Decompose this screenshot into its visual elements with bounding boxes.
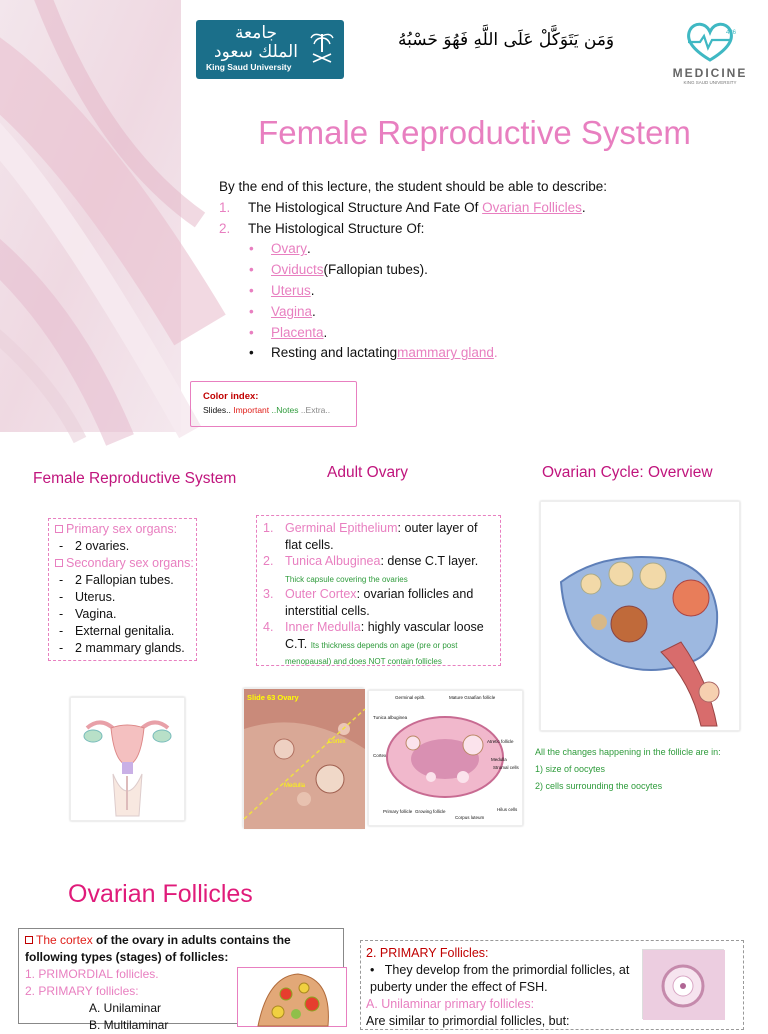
caption-point: 1) size of oocytes	[535, 764, 606, 774]
oviducts-link[interactable]: Oviducts	[271, 262, 324, 278]
uterus-diagram	[70, 697, 185, 821]
histo-label: Hilus cells	[497, 807, 518, 812]
medulla-label: Medulla	[284, 783, 306, 789]
mammary-gland-link[interactable]: mammary gland	[397, 345, 494, 361]
list-item-text: Uterus.	[75, 590, 116, 604]
objective-number: 2.	[219, 220, 231, 236]
follicle-type: 2. PRIMARY follicles:	[25, 984, 139, 998]
follicle-types-box	[18, 928, 344, 1032]
ovary-link[interactable]: Ovary	[271, 241, 308, 257]
list-item	[263, 520, 494, 553]
histo-label: Atretic follicle	[487, 739, 514, 744]
section-heading-ovarian-cycle: Ovarian Cycle: Overview	[542, 464, 713, 481]
secondary-label	[55, 555, 196, 572]
objective-number: 1.	[219, 199, 231, 215]
legend-important: Important	[230, 405, 270, 415]
histo-label: Primary follicle	[383, 809, 413, 814]
list-item: - 2 Fallopian tubes.	[59, 573, 174, 587]
note: Its thickness depends on age (pre or post menopausal) and does NOT contain follicles	[285, 640, 458, 666]
checkbox-square-icon	[55, 525, 63, 533]
slide-label: Slide 63 Ovary	[247, 693, 299, 702]
vagina-link[interactable]: Vagina	[271, 303, 313, 319]
bullet: •	[249, 324, 254, 340]
objective-sub-item	[219, 239, 739, 260]
bullet: •	[249, 345, 254, 361]
follicle-diagram	[237, 967, 347, 1027]
primary-bullet: • They develop from the primordial follicles, at puberty under the effect of FSH.	[370, 963, 630, 994]
sub-item-tail: .	[323, 324, 328, 340]
legend-slides: Slides..	[203, 405, 231, 415]
sub-item-tail: .	[310, 282, 315, 298]
follicle-subtype: B. Multilaminar	[89, 1018, 169, 1032]
list-item	[263, 619, 494, 669]
sub-item-text: Resting and lactating	[271, 345, 398, 361]
item-number: 1.	[263, 521, 274, 535]
ksu-logo	[196, 20, 344, 79]
follicle-type: 1. PRIMORDIAL follicles.	[25, 967, 159, 981]
objective-sub-item	[219, 260, 739, 281]
histo-label: Corpus luteum	[455, 815, 485, 820]
caption-text: All the changes happening in the follicle are in:	[535, 747, 721, 757]
objective-sub-item	[219, 302, 739, 323]
caption-point: 2) cells surrounding the oocytes	[535, 781, 663, 791]
term: Inner Medulla	[285, 620, 361, 634]
list-item-text: 2 mammary glands.	[75, 641, 185, 655]
medicine-badge: 436	[726, 30, 737, 36]
quran-verse: وَمَن يَتَوَكَّلْ عَلَى اللَّهِ فَهُوَ حَسْبُهُ	[398, 30, 615, 50]
term: Outer Cortex	[285, 587, 357, 601]
legend-extra: ..Extra..	[298, 405, 331, 415]
list-item-text: Vagina.	[75, 607, 117, 621]
histo-label: Medulla	[491, 757, 507, 762]
objective-sub-item	[219, 281, 739, 302]
list-item	[263, 586, 494, 619]
term-text: : highly vascular loose C.T.	[285, 620, 484, 651]
term: Tunica Albuginea	[285, 554, 381, 568]
sub-item-tail: .	[307, 241, 311, 257]
objectives	[219, 177, 739, 364]
ovarian-follicles-link[interactable]: Ovarian Follicles	[482, 199, 582, 215]
ksu-english-name: King Saud University	[206, 62, 292, 72]
list-item-text: External genitalia.	[75, 624, 175, 638]
objective-item	[219, 198, 739, 219]
uterus-link[interactable]: Uterus	[271, 282, 311, 298]
follicle-subtype: A. Unilaminar	[89, 1001, 162, 1015]
adult-ovary-list	[256, 515, 501, 666]
histo-label: Tunica albuginea	[373, 715, 408, 720]
page-title: Female Reproductive System	[258, 114, 691, 151]
histo-label: Growing follicle	[415, 809, 446, 814]
ovarian-cycle-diagram	[540, 501, 740, 731]
color-index-box	[190, 381, 357, 427]
histology-background-image	[0, 0, 181, 432]
sub-item-tail: .	[493, 345, 498, 361]
bullet: •	[249, 303, 254, 319]
palm-swords-emblem-icon	[308, 28, 336, 68]
item-number: 4.	[263, 620, 274, 634]
placenta-link[interactable]: Placenta	[271, 324, 324, 340]
ksu-arabic-line1: جامعة	[234, 23, 278, 43]
term-text: : ovarian follicles and interstitial cells.	[285, 587, 474, 618]
histo-label: Mature Graafian follicle	[449, 695, 496, 700]
section-heading-adult-ovary: Adult Ovary	[327, 464, 408, 481]
objective-sub-item	[219, 343, 739, 364]
list-item: - Vagina.	[59, 607, 117, 621]
color-index-legend	[203, 405, 356, 415]
list-item: - 2 ovaries.	[59, 539, 130, 553]
objective-text: The Histological Structure And Fate Of	[248, 199, 479, 215]
cortex-rest: of the ovary in adults contains the following types (stages) of follicles:	[25, 933, 291, 964]
slide-63-ovary-image	[243, 688, 364, 828]
item-number: 2.	[263, 554, 274, 568]
bullet: •	[249, 262, 254, 278]
color-index-heading: Color index:	[203, 391, 259, 402]
cortex-intro	[25, 932, 343, 966]
sub-item-tail: .	[312, 303, 316, 319]
legend-notes: ..Notes	[269, 405, 299, 415]
bullet: •	[249, 282, 254, 298]
medicine-label: MEDICINE	[672, 66, 748, 80]
sub-item-tail: (Fallopian tubes).	[323, 262, 428, 278]
primary-follicle-micrograph	[642, 949, 724, 1019]
checkbox-square-icon	[55, 559, 63, 567]
primary-label	[55, 521, 196, 538]
term-text: : dense C.T layer.	[380, 554, 479, 568]
ksu-arabic-name	[210, 24, 302, 62]
cortex-term: The cortex	[36, 933, 93, 947]
cortex-label: Cortex	[328, 739, 346, 745]
objective-text: The Histological Structure Of:	[248, 220, 425, 236]
ovary-histology-labelled	[368, 690, 523, 826]
objective-tail: .	[581, 199, 586, 215]
primary-follicles-heading: 2. PRIMARY Follicles:	[366, 946, 489, 960]
primary-bullet-text: They develop from the primordial follicles, at puberty under the effect of FSH.	[370, 963, 630, 994]
histo-label: Germinal epith.	[395, 695, 426, 700]
checkbox-square-icon	[25, 936, 33, 944]
section-heading-frs: Female Reproductive System	[33, 470, 237, 487]
ovarian-follicles-title: Ovarian Follicles	[68, 880, 253, 908]
list-item-text: 2 ovaries.	[75, 539, 130, 553]
ksu-arabic-line2: الملك سعود	[214, 42, 298, 62]
item-number: 3.	[263, 587, 274, 601]
sex-organs-list	[48, 518, 197, 661]
histo-label: Cortex	[373, 753, 387, 758]
secondary-label-text: Secondary sex organs:	[66, 556, 194, 570]
heart-pulse-icon	[660, 14, 760, 66]
unilaminar-heading: A. Unilaminar primary follicles:	[366, 997, 535, 1011]
medicine-sub-label: KING SAUD UNIVERSITY	[683, 80, 737, 85]
list-item: - 2 mammary glands.	[59, 641, 185, 655]
list-item-text: 2 Fallopian tubes.	[75, 573, 174, 587]
bullet: •	[249, 241, 254, 257]
term: Germinal Epithelium	[285, 521, 398, 535]
list-item	[263, 553, 494, 586]
ovarian-cycle-caption	[535, 744, 721, 795]
primary-label-text: Primary sex organs:	[66, 522, 178, 536]
objective-sub-item	[219, 323, 739, 344]
objectives-intro: By the end of this lecture, the student should be able to describe:	[219, 179, 607, 194]
note: Thick capsule covering the ovaries	[285, 574, 408, 584]
histo-label: Stromal cells	[493, 765, 519, 770]
term-text: : outer layer of flat cells.	[285, 521, 478, 552]
unilaminar-text: Are similar to primordial follicles, but:	[366, 1014, 570, 1028]
objective-item	[219, 219, 739, 240]
list-item: - Uterus.	[59, 590, 116, 604]
primary-follicles-box	[360, 940, 744, 1030]
list-item: - External genitalia.	[59, 624, 175, 638]
medicine-logo	[660, 14, 760, 86]
